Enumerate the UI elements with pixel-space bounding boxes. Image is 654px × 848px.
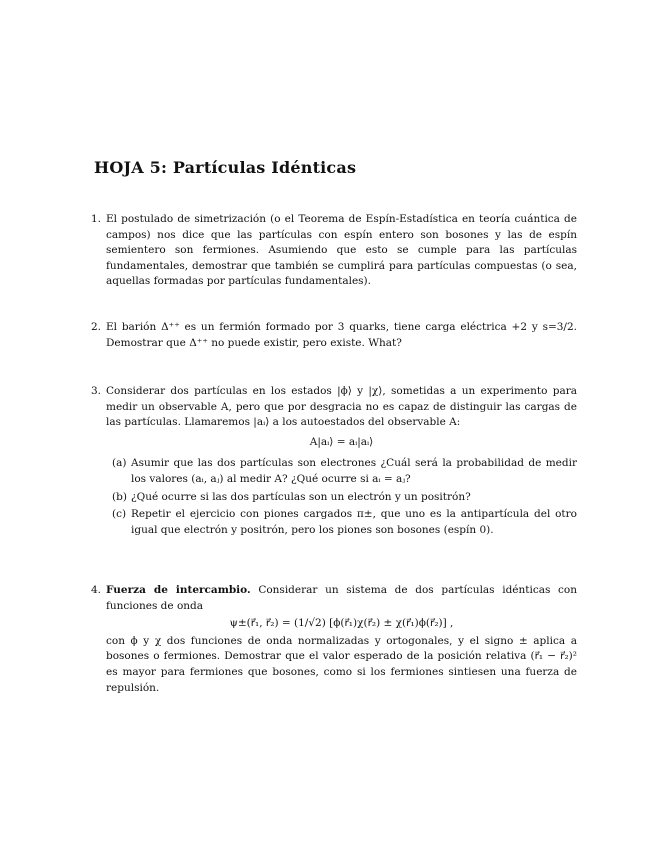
problem-text: Considerar un sistema de dos partículas idénticas con funciones de onda: [106, 584, 578, 612]
subproblem-text: Asumir que las dos partículas son electrones ¿Cuál será la probabilidad de medir los valores (aᵢ, aⱼ) al medir A? ¿Qué ocurre si aᵢ = aⱼ?: [131, 457, 577, 485]
subproblem-label: (c): [112, 508, 127, 521]
subproblem-b: [112, 490, 577, 506]
problem-1: [91, 212, 577, 290]
problem-text-after: con ϕ y χ dos funciones de onda normalizadas y ortogonales, y el signo ± aplica a bosones o fermiones. Demostrar que el valor esperado de la posición relativa (r⃗₁ − r⃗₂)² es mayor para fermiones que bosones, como si los fermiones sintiesen una fuerza de repulsión.: [106, 634, 577, 694]
problem-number: 4.: [91, 584, 102, 596]
problem-4: [91, 583, 577, 696]
problem-text: Considerar dos partículas en los estados |ϕ⟩ y |χ⟩, sometidas a un experimento para medir un observable A, pero que por desgracia no es capaz de distinguir las cargas de las partículas. Llamaremos |aᵢ⟩ a los autoestados del observable A:: [106, 385, 577, 429]
problem-number: 3.: [91, 385, 102, 397]
subproblem-a: [112, 456, 577, 487]
subproblem-label: (b): [112, 490, 127, 503]
problem-intro: [106, 583, 577, 614]
subproblem-text: ¿Qué ocurre si las dos partículas son un electrón y un positrón?: [131, 490, 471, 503]
subproblem-label: (a): [112, 457, 127, 470]
problem-text: El postulado de simetrización (o el Teorema de Espín-Estadística en teoría cuántica de campos) nos dice que las partículas con espín entero son bosones y las de espín semientero son fermiones. Asumiendo que esto se cumple para las partículas fundamentales, demostrar que también se cumplirá para partículas compuestas (o sea, aquellas formadas por partículas fundamentales).: [106, 213, 577, 288]
equation: A|aᵢ⟩ = aᵢ|aᵢ⟩: [309, 435, 374, 448]
problem-3: [91, 384, 577, 538]
problem-number: 1.: [91, 213, 102, 225]
page-title: HOJA 5: Partículas Idénticas: [94, 158, 357, 177]
equation: ψ±(r⃗₁, r⃗₂) = (1/√2) [ϕ(r⃗₁)χ(r⃗₂) ± χ(r⃗₁)ϕ(r⃗₂)] ,: [229, 617, 454, 630]
problem-text: El barión Δ⁺⁺ es un fermión formado por 3 quarks, tiene carga eléctrica +2 y s=3/2. Demostrar que Δ⁺⁺ no puede existir, pero existe. What?: [106, 321, 577, 349]
subproblem-text: Repetir el ejercicio con piones cargados π±, que uno es la antipartícula del otro igual que electrón y positrón, pero los piones son bosones (espín 0).: [131, 508, 577, 536]
problem-2: [91, 320, 577, 351]
subproblem-c: [112, 507, 577, 538]
problem-heading: Fuerza de intercambio.: [106, 584, 251, 596]
problem-number: 2.: [91, 321, 102, 333]
